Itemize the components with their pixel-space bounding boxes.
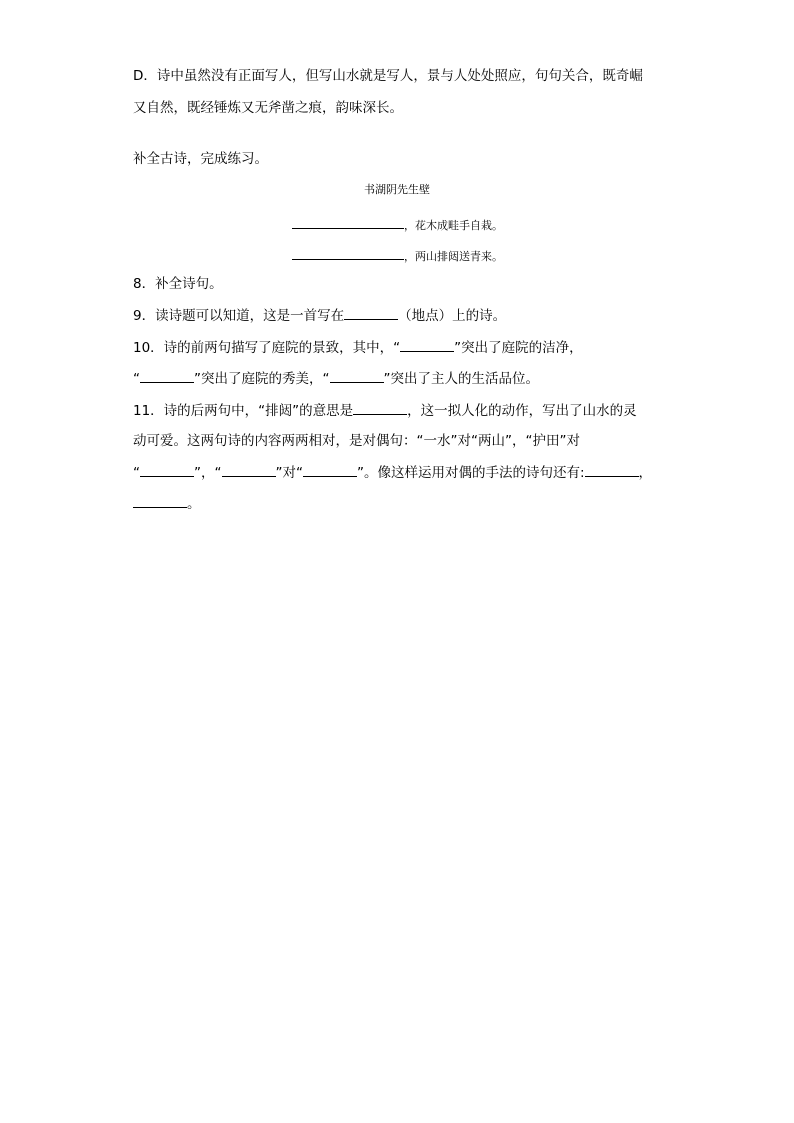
option-d-line-1: D．诗中虽然没有正面写人，但写山水就是写人，景与人处处照应，句句关合，既奇崛 — [133, 68, 643, 84]
q11-blank-5[interactable] — [585, 463, 639, 477]
question-8: 8．补全诗句。 — [133, 276, 223, 292]
q11-blank-4[interactable] — [303, 463, 357, 477]
q11-text-d: ”，“ — [194, 465, 222, 481]
q11-blank-1[interactable] — [353, 401, 407, 415]
q11-text-b: ，这一拟人化的动作，写出了山水的灵 — [407, 403, 637, 419]
q9-text-before: 9．读诗题可以知道，这是一首写在 — [133, 308, 345, 324]
q10-text-e: ”突出了主人的生活品位。 — [383, 371, 539, 387]
q10-blank-3[interactable] — [330, 369, 384, 383]
question-9 — [133, 306, 506, 324]
q10-blank-1[interactable] — [400, 338, 454, 352]
poem-line-1-text: ，花木成畦手自栽。 — [404, 219, 503, 232]
poem-blank-1[interactable] — [292, 215, 404, 229]
option-d-line-2: 又自然，既经锤炼又无斧凿之痕，韵味深长。 — [133, 100, 403, 116]
q11-text-c: “ — [133, 465, 140, 481]
question-11-line-1 — [133, 401, 637, 419]
poem-line-2 — [292, 246, 503, 264]
q11-blank-6[interactable] — [133, 494, 187, 508]
question-10-line-1 — [133, 338, 583, 356]
question-11-line-4 — [133, 494, 201, 512]
q11-text-h: 。 — [187, 496, 201, 512]
q10-text-d: ”突出了庭院的秀美，“ — [194, 371, 330, 387]
question-11-line-2: 动可爱。这两句诗的内容两两相对，是对偶句：“一水”对“两山”，“护田”对 — [133, 433, 580, 449]
poem-blank-2[interactable] — [292, 246, 404, 260]
q10-text-a: 10．诗的前两句描写了庭院的景致，其中，“ — [133, 340, 401, 356]
q9-text-after: （地点）上的诗。 — [398, 308, 507, 324]
poem-line-2-text: ，两山排闼送青来。 — [404, 250, 503, 263]
q11-text-e: ”对“ — [275, 465, 303, 481]
q10-blank-2[interactable] — [140, 369, 194, 383]
question-10-line-2 — [133, 369, 539, 387]
q10-text-c: “ — [133, 371, 140, 387]
q11-text-a: 11．诗的后两句中，“排闼”的意思是 — [133, 403, 354, 419]
q11-text-g: ， — [638, 465, 653, 481]
question-11-line-3 — [133, 463, 652, 481]
poem-title: 书湖阴先生壁 — [364, 183, 430, 196]
instruction-text: 补全古诗，完成练习。 — [133, 151, 268, 167]
q10-text-b: ”突出了庭院的洁净， — [454, 340, 583, 356]
q11-text-f: ”。像这样运用对偶的手法的诗句还有: — [357, 465, 585, 481]
q11-blank-2[interactable] — [140, 463, 194, 477]
poem-line-1 — [292, 215, 503, 233]
q11-blank-3[interactable] — [222, 463, 276, 477]
q9-blank[interactable] — [344, 306, 398, 320]
